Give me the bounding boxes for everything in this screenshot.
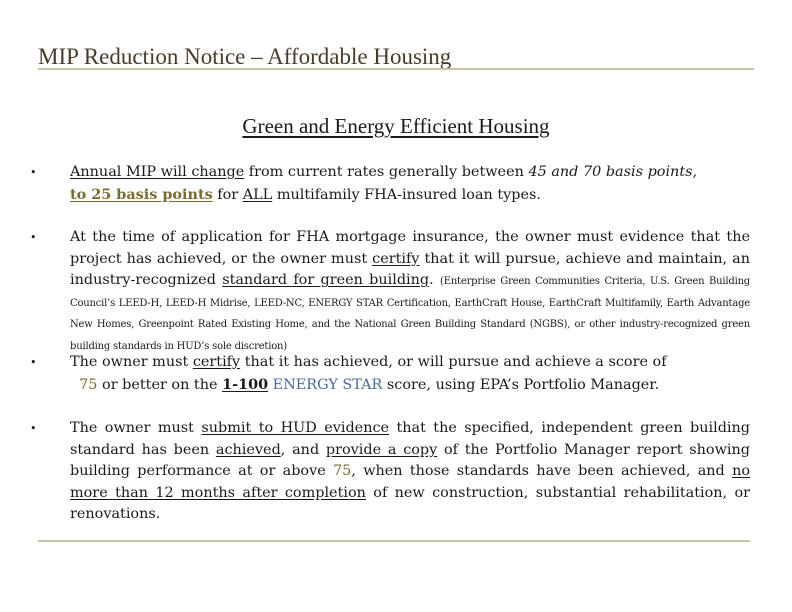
text-segment: or better on the <box>97 376 223 393</box>
slide-title: MIP Reduction Notice – Affordable Housing <box>38 44 452 69</box>
current-rate-range: 45 and 70 basis points, <box>528 164 698 180</box>
bullet-dot: • <box>30 356 37 369</box>
energy-star-label: ENERGY STAR <box>268 376 383 393</box>
certify-emphasis: certify <box>372 250 420 267</box>
provide-copy-phrase: provide a copy <box>325 441 438 458</box>
bullet-body <box>70 227 750 357</box>
text-segment: . <box>429 272 441 289</box>
text-segment: The owner must <box>70 420 202 436</box>
text-segment: At the time of application for FHA mortgage insurance, the owner must evidence that the project has achieved, or the owner must <box>70 229 750 267</box>
section-subtitle <box>0 114 792 139</box>
green-building-standard-phrase: standard for green building <box>222 272 430 289</box>
certify-emphasis: certify <box>192 354 241 370</box>
text-segment: that it has achieved, or will pursue and achieve a score of <box>240 354 667 370</box>
text-segment: from current rates generally between <box>244 164 529 180</box>
bullet-body <box>70 418 750 526</box>
submit-evidence-phrase: submit to HUD evidence <box>201 420 390 436</box>
title-divider <box>38 68 754 70</box>
text-segment: score, using EPA’s Portfolio Manager. <box>382 376 660 393</box>
score-75: 75 <box>333 463 352 480</box>
bullet-dot: • <box>30 231 37 244</box>
bullet-submit-evidence <box>30 418 750 526</box>
score-75: 75 <box>79 376 98 393</box>
annual-mip-phrase: Annual MIP will change <box>70 164 245 180</box>
text-segment: of new construction, substantial rehabilitation, or renovations. <box>70 484 751 523</box>
achieved-emphasis: achieved <box>215 441 281 458</box>
new-rate: to 25 basis points <box>70 185 213 203</box>
text-segment: , and <box>280 441 326 458</box>
text-segment: , when those standards have been achieved, and <box>351 463 733 480</box>
text-segment: of the Portfolio Manager report showing building performance at or above <box>70 441 750 480</box>
bullet-energy-star-score <box>30 352 750 396</box>
deadline-phrase: no more than 12 months after completion <box>70 463 750 501</box>
standards-list: (Enterprise Green Communities Criteria, U.S. Green Building Council’s LEED-H, LEED-H Midrise, LEED-NC, ENERGY STAR Certification, EarthCraft House, EarthCraft Multifamily, Earth Advantage New Homes, Greenpoint Rated Existing Home, and the National Green Building Standard (NGBS), or other industry-recognized green building standards in HUD’s sole discretion) <box>70 276 751 352</box>
bullet-green-standard <box>30 227 750 357</box>
text-segment: that it will pursue, achieve and maintain, an industry-recognized <box>70 250 750 289</box>
text-segment: that the specified, independent green building standard has been <box>70 420 750 458</box>
text-segment: multifamily FHA-insured loan types. <box>272 186 541 203</box>
bullet-dot: • <box>30 166 37 179</box>
bullet-body <box>70 162 750 206</box>
bottom-divider <box>38 540 750 542</box>
text-segment: for <box>212 186 243 203</box>
all-emphasis: ALL <box>242 186 273 203</box>
bullet-dot: • <box>30 422 37 435</box>
subtitle-text: Green and Energy Efficient Housing <box>242 114 550 138</box>
bullet-mip-change <box>30 162 750 206</box>
text-segment: The owner must <box>70 354 193 370</box>
bullet-body <box>70 352 750 396</box>
score-range: 1-100 <box>222 375 269 393</box>
